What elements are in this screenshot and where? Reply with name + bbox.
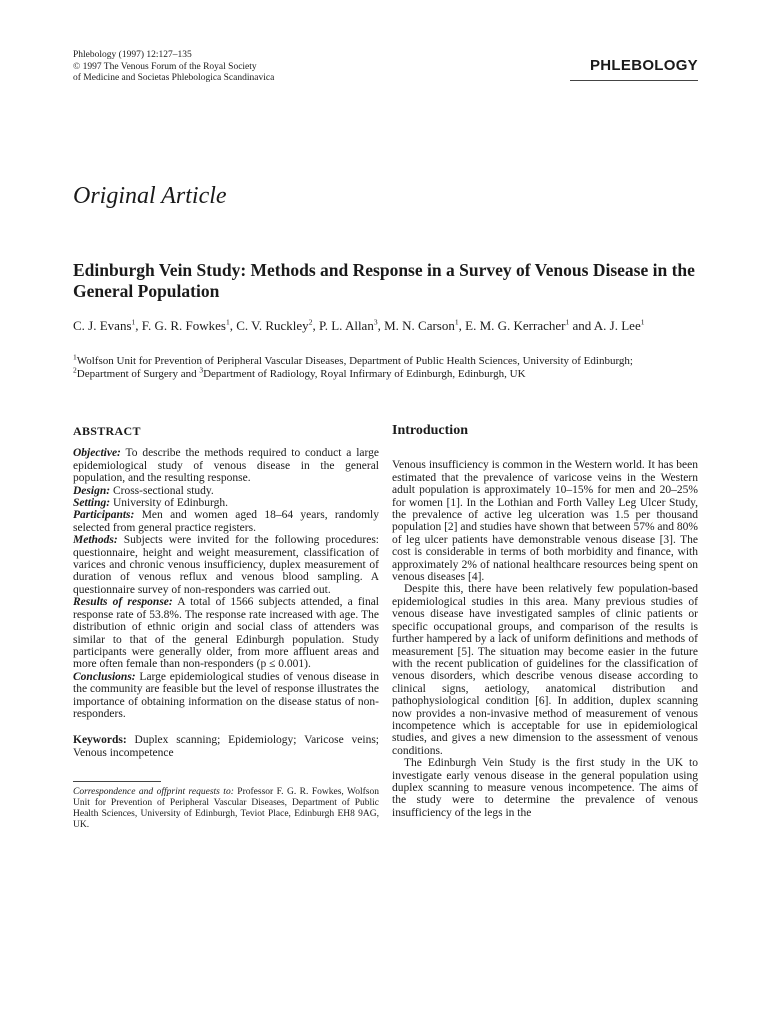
author-affiliation-mark: 1 xyxy=(225,317,230,327)
author-list xyxy=(73,318,703,334)
author-affiliation-mark: 1 xyxy=(565,317,570,327)
introduction-column xyxy=(392,425,698,819)
abstract-heading: ABSTRACT xyxy=(73,424,141,438)
keywords-label: Keywords: xyxy=(73,734,127,747)
author-separator: , xyxy=(458,318,466,333)
affiliation-mark: 3 xyxy=(199,365,204,375)
author-separator: , xyxy=(135,318,142,333)
abstract-text: Men and women aged 18–64 years, randomly selected from general practice registers. xyxy=(73,509,379,534)
affiliations xyxy=(73,352,708,381)
affiliation-mark: 1 xyxy=(73,352,77,362)
introduction-heading: Introduction xyxy=(392,423,468,438)
abstract-label: Setting: xyxy=(73,497,111,510)
introduction-paragraph: The Edinburgh Vein Study is the first study in the UK to investigate early venous disease in the general population using duplex scanning to measure venous incompetence. The aims of the study were to determine the prevalence of venous insufficiency of the legs in the xyxy=(392,757,698,819)
affiliation-text: Wolfson Unit for Prevention of Peripheral Vascular Diseases, Department of Public Health Sciences, University of Edinburgh; xyxy=(76,355,633,367)
correspondence-label: Correspondence and offprint requests to: xyxy=(73,787,234,798)
abstract-text: To describe the methods required to conduct a large epidemiological study of venous disease in the general population, and the resulting response. xyxy=(73,447,379,485)
article-title: Edinburgh Vein Study: Methods and Response in a Survey of Venous Disease in the General Population xyxy=(73,260,695,301)
abstract-text: Subjects were invited for the following procedures: questionnaire, height and weight measurement, classification of varices and chronic venous insufficiency, duplex measurement of duration of venous reflux and venous blood sampling. A questionnaire survey of non-responders was carried out. xyxy=(73,534,379,596)
abstract-text: Large epidemiological studies of venous disease in the community are feasible but the level of response illustrates the importance of obtaining information on the disease status of non-responders. xyxy=(73,670,379,720)
abstract-conclusions xyxy=(73,671,379,721)
article-type: Original Article xyxy=(73,183,227,209)
author-separator: , xyxy=(312,318,319,333)
introduction-paragraph: Despite this, there have been relatively few population-based epidemiological studies in this area. Many previous studies of venous disease have investigated samples of clinic patients or specific occupational groups, and comparison of the results is further hampered by a lack of uniform definitions and methods of measurement [5]. The situation may become easier in the future with the recent publication of guidelines for the classification of venous disorders, which describe venous disease according to clinical signs, aetiology, anatomical distribution and pathophysiological condition [6]. In addition, duplex scanning now provides a non-invasive method of measurement of venous incompetence which is acceptable for use in epidemiological studies, and gives a new dimension to the assessment of venous conditions. xyxy=(392,583,698,757)
keywords xyxy=(73,734,379,759)
author-name: C. V. Ruckley xyxy=(236,318,309,333)
abstract-text: University of Edinburgh. xyxy=(110,497,229,510)
abstract-design xyxy=(73,485,379,497)
journal-brand xyxy=(570,57,698,81)
author-name: M. N. Carson xyxy=(384,318,455,333)
journal-citation: Phlebology (1997) 12:127–135 xyxy=(73,50,192,60)
author-affiliation-mark: 1 xyxy=(454,317,459,327)
abstract-objective xyxy=(73,447,379,484)
affiliation-text: Department of Surgery and xyxy=(76,368,200,380)
footnote-rule xyxy=(73,781,161,782)
author-name: C. J. Evans xyxy=(73,318,132,333)
journal-copyright-line-2: of Medicine and Societas Phlebologica Scandinavica xyxy=(73,73,275,83)
journal-copyright-line-1: © 1997 The Venous Forum of the Royal Society xyxy=(73,61,257,72)
brand-underline xyxy=(570,80,698,81)
abstract-label: Participants: xyxy=(73,509,135,522)
abstract-text: Cross-sectional study. xyxy=(110,484,214,497)
affiliation-mark: 2 xyxy=(73,365,77,375)
abstract-methods xyxy=(73,534,379,596)
author-separator: , xyxy=(377,318,385,333)
journal-info xyxy=(73,50,274,85)
abstract-label: Design: xyxy=(73,484,111,497)
author-name: P. L. Allan xyxy=(318,318,374,333)
journal-name: PHLEBOLOGY xyxy=(589,57,698,74)
author-affiliation-mark: 1 xyxy=(131,317,136,327)
abstract-participants xyxy=(73,509,379,534)
affiliation-text: Department of Radiology, Royal Infirmary of Edinburgh, Edinburgh, UK xyxy=(203,368,526,380)
author-name: E. M. G. Kerracher xyxy=(465,318,566,333)
author-affiliation-mark: 1 xyxy=(640,317,645,327)
abstract-text: A total of 1566 subjects attended, a final response rate of 53.8%. The response rate increased with age. The distribution of ethnic origin and social class of attenders was similar to that of the general Edinburgh population. Study participants were generally older, from more affluent areas and more often female than non-responders (p ≤ 0.001). xyxy=(73,596,379,671)
author-separator: and xyxy=(569,318,594,333)
affiliation-line-2 xyxy=(73,365,708,381)
author-separator: , xyxy=(229,318,237,333)
author-affiliation-mark: 2 xyxy=(308,317,313,327)
author-name: A. J. Lee xyxy=(593,318,641,333)
author-name: F. G. R. Fowkes xyxy=(141,318,226,333)
abstract-label: Methods: xyxy=(73,534,118,547)
abstract-setting xyxy=(73,497,379,509)
keywords-text: Duplex scanning; Epidemiology; Varicose veins; Venous incompetence xyxy=(73,734,379,759)
introduction-paragraph: Venous insufficiency is common in the Western world. It has been estimated that the prevalence of varicose veins in the Western adult population is approximately 10–15% for men and 20–25% for women [1]. In the Lothian and Forth Valley Leg Ulcer Study, the prevalence of active leg ulceration was 1.5 per thousand population [2] and studies have shown that between 57% and 80% of leg ulcer patients have demonstrable venous disease [3]. The cost is considerable in terms of both morbidity and finance, with approximately 2% of national healthcare resources being spent on venous diseases [4]. xyxy=(392,459,698,584)
abstract-results xyxy=(73,596,379,670)
abstract-label: Results of response: xyxy=(73,596,173,609)
author-affiliation-mark: 3 xyxy=(373,317,378,327)
correspondence-text: Professor F. G. R. Fowkes, Wolfson Unit for Prevention of Peripheral Vascular Diseases, Department of Public Health Sciences, University of Edinburgh, Teviot Place, Edinburgh EH8 9AG, UK. xyxy=(73,787,379,831)
affiliation-line-1 xyxy=(73,352,708,368)
abstract-column xyxy=(73,425,379,831)
abstract-label: Conclusions: xyxy=(73,670,136,683)
correspondence-note xyxy=(73,781,379,831)
abstract-label: Objective: xyxy=(73,447,121,460)
